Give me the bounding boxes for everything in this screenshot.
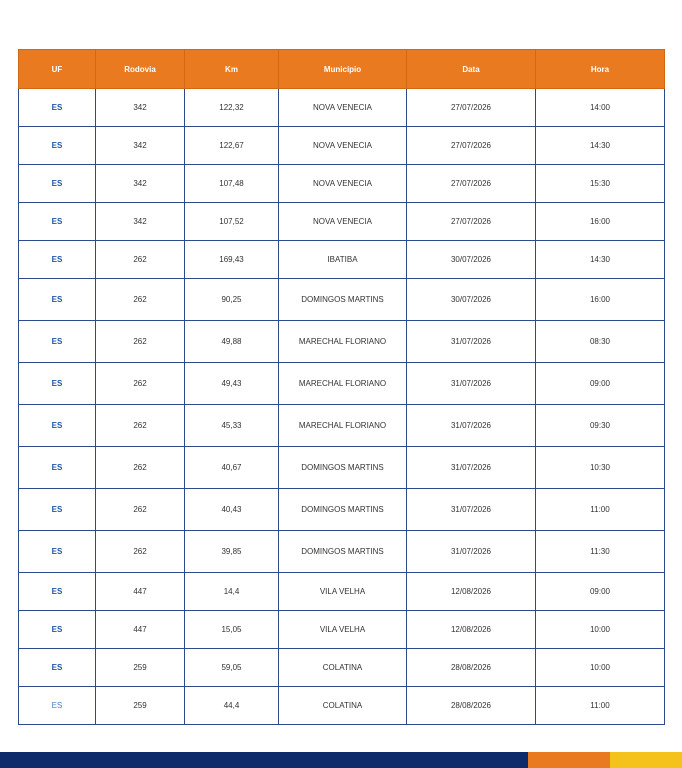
cell-data: 28/08/2026	[407, 687, 536, 725]
cell-hora: 08:30	[536, 321, 665, 363]
cell-uf: ES	[19, 363, 96, 405]
cell-km: 40,43	[185, 489, 279, 531]
cell-uf: ES	[19, 531, 96, 573]
cell-data: 12/08/2026	[407, 611, 536, 649]
footer-color-bar	[0, 752, 682, 768]
schedule-table	[18, 49, 665, 725]
cell-hora: 16:00	[536, 279, 665, 321]
cell-data: 12/08/2026	[407, 573, 536, 611]
cell-km: 59,05	[185, 649, 279, 687]
header-km: Km	[185, 50, 279, 89]
cell-km: 122,32	[185, 89, 279, 127]
cell-hora: 15:30	[536, 165, 665, 203]
cell-municipio: VILA VELHA	[279, 611, 407, 649]
cell-rodovia: 342	[96, 89, 185, 127]
footer-yellow-segment	[610, 752, 682, 768]
cell-municipio: MARECHAL FLORIANO	[279, 405, 407, 447]
table-header-row	[19, 50, 665, 89]
cell-rodovia: 259	[96, 649, 185, 687]
cell-km: 40,67	[185, 447, 279, 489]
cell-data: 27/07/2026	[407, 165, 536, 203]
table-row	[19, 447, 665, 489]
cell-data: 31/07/2026	[407, 489, 536, 531]
cell-rodovia: 262	[96, 363, 185, 405]
cell-uf: ES	[19, 203, 96, 241]
cell-rodovia: 447	[96, 573, 185, 611]
cell-data: 27/07/2026	[407, 203, 536, 241]
footer-blue-segment	[0, 752, 528, 768]
cell-municipio: NOVA VENECIA	[279, 203, 407, 241]
cell-data: 27/07/2026	[407, 127, 536, 165]
cell-municipio: DOMINGOS MARTINS	[279, 489, 407, 531]
cell-municipio: DOMINGOS MARTINS	[279, 447, 407, 489]
cell-uf: ES	[19, 321, 96, 363]
table-row	[19, 203, 665, 241]
cell-km: 90,25	[185, 279, 279, 321]
cell-data: 31/07/2026	[407, 447, 536, 489]
table-row	[19, 279, 665, 321]
cell-uf: ES	[19, 447, 96, 489]
header-municipio: Município	[279, 50, 407, 89]
header-data: Data	[407, 50, 536, 89]
cell-municipio: COLATINA	[279, 649, 407, 687]
cell-rodovia: 262	[96, 279, 185, 321]
cell-hora: 11:30	[536, 531, 665, 573]
table-row	[19, 531, 665, 573]
cell-uf: ES	[19, 489, 96, 531]
cell-hora: 10:00	[536, 649, 665, 687]
cell-municipio: NOVA VENECIA	[279, 127, 407, 165]
table-row	[19, 89, 665, 127]
cell-rodovia: 262	[96, 447, 185, 489]
cell-uf: ES	[19, 89, 96, 127]
cell-rodovia: 259	[96, 687, 185, 725]
cell-municipio: COLATINA	[279, 687, 407, 725]
cell-municipio: MARECHAL FLORIANO	[279, 321, 407, 363]
cell-hora: 14:00	[536, 89, 665, 127]
cell-hora: 09:00	[536, 573, 665, 611]
cell-uf: ES	[19, 573, 96, 611]
cell-km: 107,48	[185, 165, 279, 203]
cell-km: 15,05	[185, 611, 279, 649]
cell-km: 14,4	[185, 573, 279, 611]
cell-hora: 09:30	[536, 405, 665, 447]
table-row	[19, 321, 665, 363]
cell-km: 169,43	[185, 241, 279, 279]
table-row	[19, 649, 665, 687]
cell-km: 49,43	[185, 363, 279, 405]
cell-hora: 10:30	[536, 447, 665, 489]
table-row	[19, 241, 665, 279]
cell-km: 45,33	[185, 405, 279, 447]
table-row	[19, 127, 665, 165]
cell-hora: 11:00	[536, 489, 665, 531]
cell-data: 31/07/2026	[407, 531, 536, 573]
footer-orange-segment	[528, 752, 610, 768]
table-row	[19, 611, 665, 649]
cell-uf: ES	[19, 241, 96, 279]
cell-rodovia: 262	[96, 321, 185, 363]
cell-data: 27/07/2026	[407, 89, 536, 127]
cell-municipio: DOMINGOS MARTINS	[279, 531, 407, 573]
header-rodovia: Rodovia	[96, 50, 185, 89]
cell-rodovia: 447	[96, 611, 185, 649]
cell-rodovia: 342	[96, 165, 185, 203]
cell-rodovia: 262	[96, 405, 185, 447]
cell-uf: ES	[19, 165, 96, 203]
table-row	[19, 573, 665, 611]
cell-km: 39,85	[185, 531, 279, 573]
cell-rodovia: 262	[96, 489, 185, 531]
cell-uf: ES	[19, 127, 96, 165]
cell-data: 31/07/2026	[407, 321, 536, 363]
cell-municipio: NOVA VENECIA	[279, 89, 407, 127]
cell-rodovia: 342	[96, 203, 185, 241]
cell-municipio: VILA VELHA	[279, 573, 407, 611]
cell-data: 30/07/2026	[407, 241, 536, 279]
cell-hora: 10:00	[536, 611, 665, 649]
cell-data: 31/07/2026	[407, 405, 536, 447]
cell-km: 44,4	[185, 687, 279, 725]
cell-data: 31/07/2026	[407, 363, 536, 405]
table-row	[19, 489, 665, 531]
cell-municipio: IBATIBA	[279, 241, 407, 279]
cell-hora: 11:00	[536, 687, 665, 725]
header-uf: UF	[19, 50, 96, 89]
cell-municipio: NOVA VENECIA	[279, 165, 407, 203]
cell-data: 30/07/2026	[407, 279, 536, 321]
header-hora: Hora	[536, 50, 665, 89]
cell-municipio: MARECHAL FLORIANO	[279, 363, 407, 405]
cell-uf: ES	[19, 611, 96, 649]
table-row	[19, 405, 665, 447]
cell-km: 107,52	[185, 203, 279, 241]
cell-km: 49,88	[185, 321, 279, 363]
table-body	[19, 89, 665, 725]
cell-hora: 09:00	[536, 363, 665, 405]
cell-uf: ES	[19, 279, 96, 321]
cell-rodovia: 342	[96, 127, 185, 165]
cell-uf: ES	[19, 649, 96, 687]
cell-uf: ES	[19, 687, 96, 725]
cell-rodovia: 262	[96, 241, 185, 279]
cell-hora: 16:00	[536, 203, 665, 241]
cell-hora: 14:30	[536, 241, 665, 279]
cell-rodovia: 262	[96, 531, 185, 573]
cell-municipio: DOMINGOS MARTINS	[279, 279, 407, 321]
table-row	[19, 363, 665, 405]
table-row	[19, 687, 665, 725]
cell-data: 28/08/2026	[407, 649, 536, 687]
cell-km: 122,67	[185, 127, 279, 165]
cell-uf: ES	[19, 405, 96, 447]
cell-hora: 14:30	[536, 127, 665, 165]
table-row	[19, 165, 665, 203]
